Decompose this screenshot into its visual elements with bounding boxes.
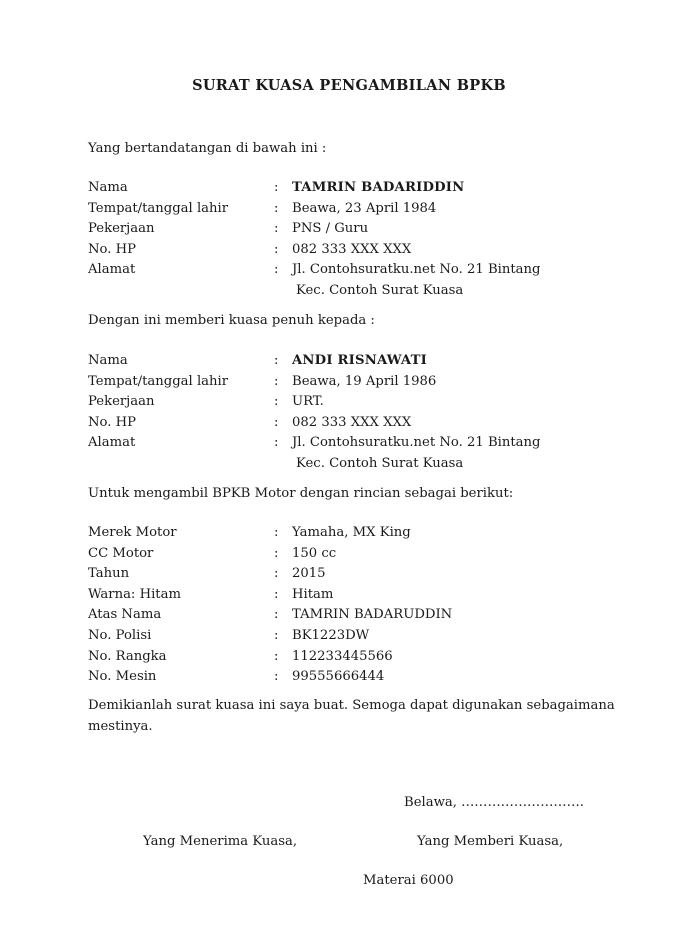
field-label: Pekerjaan <box>88 221 155 237</box>
table-row <box>88 413 540 434</box>
field-label: Atas Nama <box>88 607 162 623</box>
grantee-rows <box>88 351 540 475</box>
table-row <box>88 199 540 220</box>
field-label: No. Rangka <box>88 648 167 664</box>
field-colon: : <box>274 669 279 685</box>
field-value: URT. <box>292 394 324 410</box>
field-value: TAMRIN BADARUDDIN <box>292 607 453 623</box>
stamp-duty-note: Materai 6000 <box>363 873 454 888</box>
field-label: Alamat <box>88 435 136 451</box>
table-row <box>88 626 452 647</box>
field-value: Beawa, 19 April 1986 <box>292 373 437 389</box>
field-value: ANDI RISNAWATI <box>292 353 428 368</box>
table-row <box>88 647 452 668</box>
field-label-spacer <box>88 454 274 475</box>
vehicle-intro-text: Untuk mengambil BPKB Motor dengan rincian sebagai berikut: <box>88 486 514 501</box>
grantee-details-table <box>88 351 540 475</box>
table-row-continuation <box>88 454 540 475</box>
field-label: Tempat/tanggal lahir <box>88 200 229 216</box>
field-value: 082 333 XXX XXX <box>292 241 412 257</box>
field-colon-spacer <box>274 454 292 475</box>
field-value: TAMRIN BADARIDDIN <box>292 180 465 195</box>
signature-label-receiver: Yang Menerima Kuasa, <box>143 834 298 849</box>
table-row <box>88 178 540 199</box>
field-colon: : <box>274 627 279 643</box>
field-colon: : <box>274 586 279 602</box>
grantor-intro-text: Yang bertandatangan di bawah ini : <box>88 141 327 156</box>
table-row <box>88 523 452 544</box>
grantor-rows <box>88 178 540 302</box>
field-value: BK1223DW <box>292 627 370 643</box>
table-row <box>88 372 540 393</box>
table-row <box>88 240 540 261</box>
field-value: Beawa, 23 April 1984 <box>292 200 437 216</box>
field-value: Yamaha, MX King <box>292 525 411 540</box>
field-label: Nama <box>88 180 128 195</box>
field-colon: : <box>274 241 279 257</box>
field-colon: : <box>274 200 279 216</box>
field-colon: : <box>274 525 279 540</box>
field-colon-spacer <box>274 281 292 302</box>
table-row <box>88 260 540 281</box>
field-label: No. Mesin <box>88 669 157 685</box>
field-colon: : <box>274 262 279 278</box>
table-row <box>88 605 452 626</box>
field-value: PNS / Guru <box>292 221 369 237</box>
vehicle-details-table <box>88 523 452 688</box>
table-row <box>88 585 452 606</box>
field-label: No. Polisi <box>88 627 152 643</box>
grantor-details-table <box>88 178 540 302</box>
signature-label-giver: Yang Memberi Kuasa, <box>417 834 564 849</box>
field-colon: : <box>274 648 279 664</box>
closing-paragraph: Demikianlah surat kuasa ini saya buat. Semoga dapat digunakan sebagaimana mestinya. <box>88 698 615 734</box>
table-row <box>88 544 452 565</box>
field-colon: : <box>274 566 279 582</box>
field-colon: : <box>274 435 279 451</box>
signature-place-date: Belawa, ………………………. <box>404 795 584 810</box>
field-colon: : <box>274 414 279 430</box>
field-value: Jl. Contohsuratku.net No. 21 Bintang <box>292 262 541 278</box>
field-value: 112233445566 <box>292 648 393 664</box>
field-colon: : <box>274 607 279 623</box>
vehicle-rows <box>88 523 452 688</box>
field-label: No. HP <box>88 414 137 430</box>
field-colon: : <box>274 221 279 237</box>
field-label: Alamat <box>88 262 136 278</box>
field-value-continued: Kec. Contoh Surat Kuasa <box>296 455 464 471</box>
field-label-spacer <box>88 281 274 302</box>
field-colon: : <box>274 180 279 195</box>
page-title: SURAT KUASA PENGAMBILAN BPKB <box>192 77 506 94</box>
field-label: No. HP <box>88 241 137 257</box>
field-colon: : <box>274 373 279 389</box>
field-value-continued: Kec. Contoh Surat Kuasa <box>296 282 464 298</box>
field-label: Tempat/tanggal lahir <box>88 373 229 389</box>
table-row-continuation <box>88 281 540 302</box>
field-colon: : <box>274 353 279 368</box>
field-value: 150 cc <box>292 545 337 561</box>
field-label: CC Motor <box>88 545 154 561</box>
field-value: Jl. Contohsuratku.net No. 21 Bintang <box>292 435 541 451</box>
table-row <box>88 564 452 585</box>
table-row <box>88 667 452 688</box>
field-label: Nama <box>88 353 128 368</box>
table-row <box>88 219 540 240</box>
field-value: 082 333 XXX XXX <box>292 414 412 430</box>
field-colon: : <box>274 394 279 410</box>
table-row <box>88 433 540 454</box>
field-label: Merek Motor <box>88 525 177 540</box>
field-label: Warna: Hitam <box>88 586 181 602</box>
field-colon: : <box>274 545 279 561</box>
grantee-intro-text: Dengan ini memberi kuasa penuh kepada : <box>88 313 375 328</box>
table-row <box>88 392 540 413</box>
field-value: 99555666444 <box>292 669 385 685</box>
field-value: 2015 <box>292 566 326 582</box>
field-label: Tahun <box>88 566 130 582</box>
table-row <box>88 351 540 372</box>
field-label: Pekerjaan <box>88 394 155 410</box>
field-value: Hitam <box>292 586 334 602</box>
